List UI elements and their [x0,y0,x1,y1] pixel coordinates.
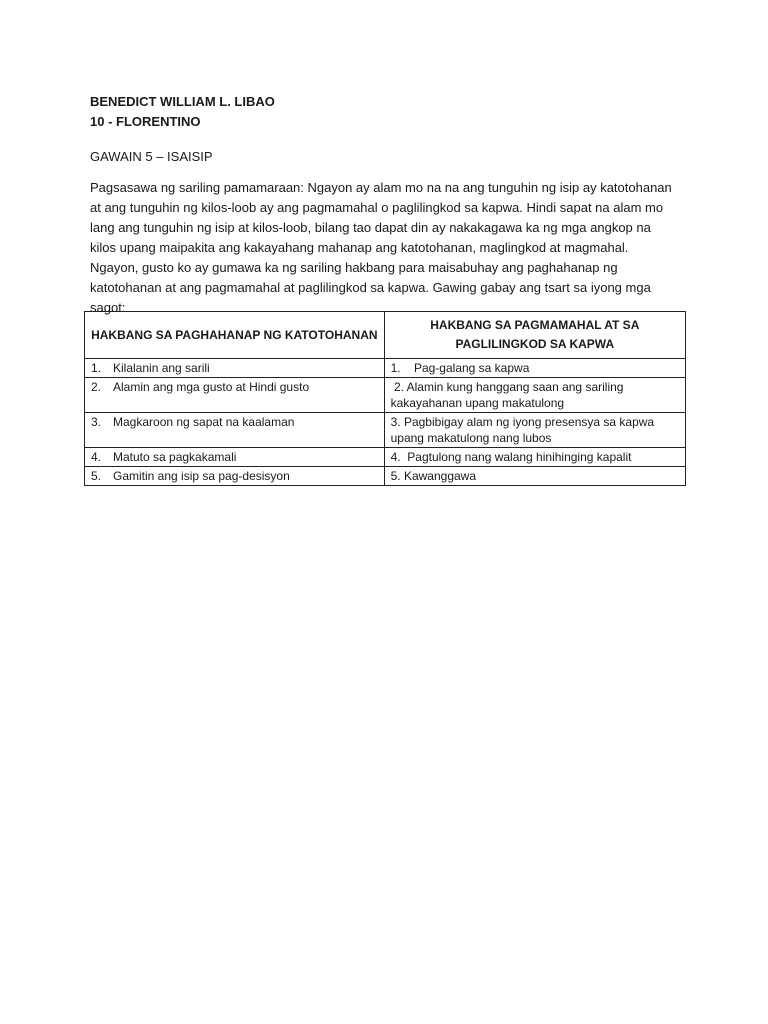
table-header-row [85,312,686,359]
left-cell [85,413,385,448]
header-katotohanan: HAKBANG SA PAGHAHANAP NG KATOTOHANAN [85,312,385,359]
right-cell: 1. Pag-galang sa kapwa [384,359,685,378]
instructions-paragraph: Pagsasawa ng sariling pamamaraan: Ngayon ay alam mo na na ang tunguhin ng isip ay katotohanan at ang tunguhin ng kilos-loob ay ang pagmamahal o paglilingkod sa kapwa. Hindi sapat na alam mo lang ang tunguhin ng isip at kilos-loob, bilang tao dapat din ay nakakagawa ka ng mga angkop na kilos upang maipakita ang kakayahang mahanap ang katotohanan, maglingkod at magmahal. Ngayon, gusto ko ay gumawa ka ng sariling hakbang para maisabuhay ang paghahanap ng katotohanan at ang pagmamahal at paglilingkod sa kapwa. Gawing gabay ang tsart sa iyong mga sagot: [90,180,672,315]
left-cell [85,378,385,413]
header-pagmamahal: HAKBANG SA PAGMAMAHAL AT SA PAGLILINGKOD SA KAPWA [384,312,685,359]
row-number: 5. [91,469,102,483]
steps-table [84,311,686,486]
left-cell-text: Matuto sa pagkakamali [113,450,237,464]
left-cell-text: Alamin ang mga gusto at Hindi gusto [113,380,310,394]
table-row [85,413,686,448]
right-cell: 5. Kawanggawa [384,467,685,486]
left-cell [85,467,385,486]
activity-title: GAWAIN 5 – ISAISIP [90,149,213,164]
left-cell [85,448,385,467]
left-cell-text: Magkaroon ng sapat na kaalaman [113,415,295,429]
row-number: 3. [91,415,102,429]
row-number: 4. [91,450,102,464]
left-cell [85,359,385,378]
left-cell-text: Kilalanin ang sarili [113,361,210,375]
table-row [85,448,686,467]
left-cell-text: Gamitin ang isip sa pag-desisyon [113,469,290,483]
table-row [85,467,686,486]
right-cell: 4. Pagtulong nang walang hinihinging kapalit [384,448,685,467]
row-number: 2. [91,380,102,394]
table-row [85,378,686,413]
right-cell: 2. Alamin kung hanggang saan ang sariling kakayahanan upang makatulong [384,378,685,413]
right-cell: 3. Pagbibigay alam ng iyong presensya sa kapwa upang makatulong nang lubos [384,413,685,448]
row-number: 1. [91,361,102,375]
student-name: BENEDICT WILLIAM L. LIBAO [90,94,275,109]
table-row [85,359,686,378]
student-section: 10 - FLORENTINO [90,114,201,129]
